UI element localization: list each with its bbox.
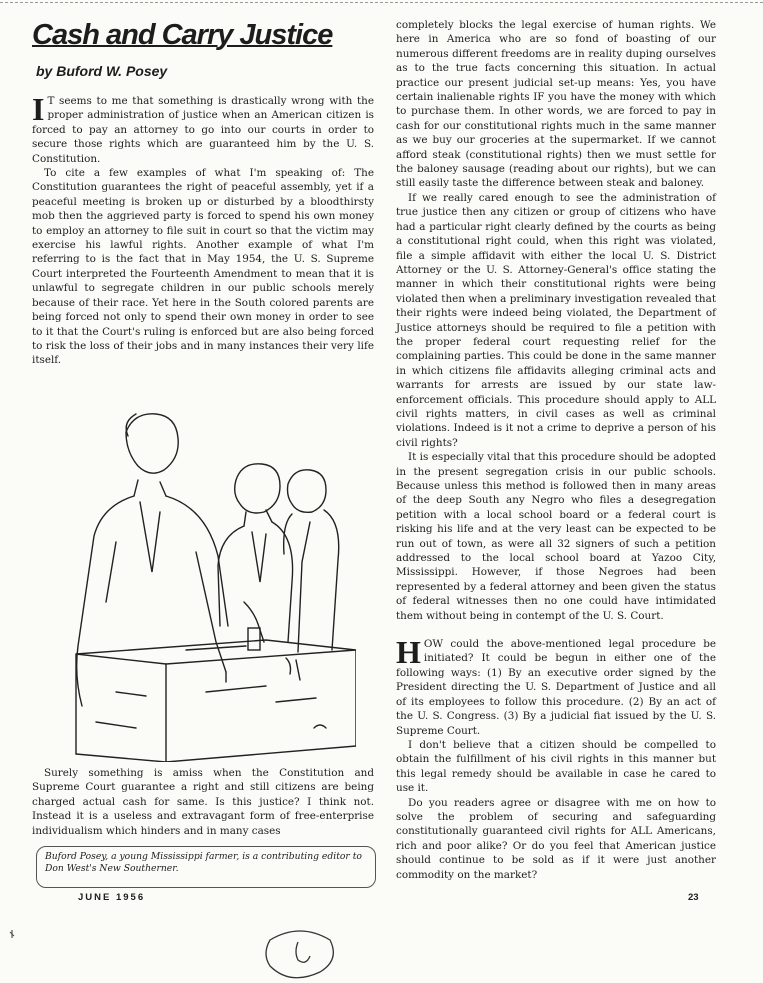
issue-date: JUNE 1956: [78, 892, 146, 903]
top-border: [0, 2, 763, 3]
scan-marks: [0, 900, 763, 983]
page-number: 23: [688, 892, 699, 903]
lead-paragraph: [32, 91, 374, 166]
how-paragraph-text: OW could the above-mentioned legal procedure be initiated? It could be begun in either one of the following ways: (1) By an executive order signed by the President directing the U. S. Department of Justice and all of its employees to follow this procedure. (2) By an act of the U. S. Congress. (3) By a judicial fiat issued by the U. S. Supreme Court.: [396, 638, 716, 737]
ballot-box-illustration: [56, 392, 356, 762]
author-bio-note: Buford Posey, a young Mississippi farmer, is a contributing editor to Don West's New Southerner.: [36, 846, 376, 888]
lower-left-paragraph: Surely something is amiss when the Constitution and Supreme Court guarantee a right and still citizens are being charged actual cash for same. Is this justice? I think not. Instead it is a useless and extravagant form of free-enterprise individualism which hinders and in many cases: [32, 767, 374, 837]
drop-cap: I: [32, 91, 45, 127]
body-paragraph: I don't believe that a citizen should be compelled to obtain the fulfillment of his civil rights in this manner but this legal remedy should be available in case he cared to use it.: [396, 738, 716, 795]
body-paragraph: It is especially vital that this procedure should be adopted in the present segregation crisis in our public schools. Because unless this method is followed then in many areas of the deep South any Negro who files a desegregation petition with a local school board or a federal court is risking his life and at the very least can be expected to be run out of town, as were all 32 signers of such a petition addressed to the local school board at Yazoo City, Mississippi. However, if those Negroes had been represented by a federal attorney and been given the status of federal witnesses then no one could have intimidated them without being in contempt of the U. S. Court.: [396, 451, 716, 622]
body-paragraph: Do you readers agree or disagree with me on how to solve the problem of securing and safeguarding constitutionally guaranteed civil rights for ALL Americans, rich and poor alike? Or do you feel that American justice should continue to be sold as if it were just another commodity on the market?: [396, 796, 716, 881]
right-column: [396, 18, 716, 882]
drop-cap: H: [396, 634, 421, 671]
article-title: Cash and Carry Justice: [32, 19, 333, 51]
body-paragraph: If we really cared enough to see the administration of true justice then any citizen or group of citizens who have had a particular right clearly defined by the courts as being a constitutional right could, when this right was violated, file a simple affidavit with either the local U. S. District Attorney or the U. S. Attorney-General's office stating the manner in which their constitutional rights were being violated then when a preliminary investigation revealed that their rights were indeed being violated, the Department of Justice attorneys should be required to file a petition with the proper federal court requesting relief for the complaining parties. This could be done in the same manner in which citizens file affidavits alleging criminal acts and warrants for arrests are issued by our state law-enforcement officials. This procedure should apply to ALL civil rights matters, in civil cases as well as criminal violations. Indeed is it not a crime to deprive a person of his civil rights?: [396, 191, 716, 449]
how-paragraph: [396, 634, 716, 738]
body-paragraph: To cite a few examples of what I'm speaking of: The Constitution guarantees the right of peaceful assembly, yet if a peaceful meeting is broken up or disturbed by a bloodthirsty mob then the aggrieved party is forced to spend his own money to employ an attorney to file suit in court so that the victim may exercise his lawful rights. Another example of what I'm referring to is the fact that in May 1954, the U. S. Supreme Court interpreted the Fourteenth Amendment to mean that it is unlawful to segregate children in our public schools merely because of their race. Yet here in the South colored parents are being forced not only to spend their own money in order to see to it that the Court's ruling is enforced but are also being forced to risk the loss of their jobs and in many instances their very life itself.: [32, 167, 374, 367]
continued-paragraph: completely blocks the legal exercise of human rights. We here in America who are so fond of boasting of our numerous different freedoms are in reality duping ourselves as to the true facts concerning this situation. In actual practice our present judicial set-up means: Yes, you have certain inalienable rights IF you have the money with which to purchase them. In other words, we are forced to pay in cash for our constitutional rights much in the same manner as we buy our groceries at the supermarket. If we cannot afford steak (constitutional rights) then we must settle for the baloney sausage (reading about our rights), but we can still easily taste the difference between steak and baloney.: [396, 19, 716, 190]
byline: by Buford W. Posey: [36, 63, 168, 79]
left-column: [32, 18, 374, 368]
lead-paragraph-text: T seems to me that something is drastically wrong with the proper administration of justice when an American citizen is forced to pay an attorney to go into our courts in order to secure those rights which are guaranteed him by the U. S. Constitution.: [32, 95, 374, 165]
